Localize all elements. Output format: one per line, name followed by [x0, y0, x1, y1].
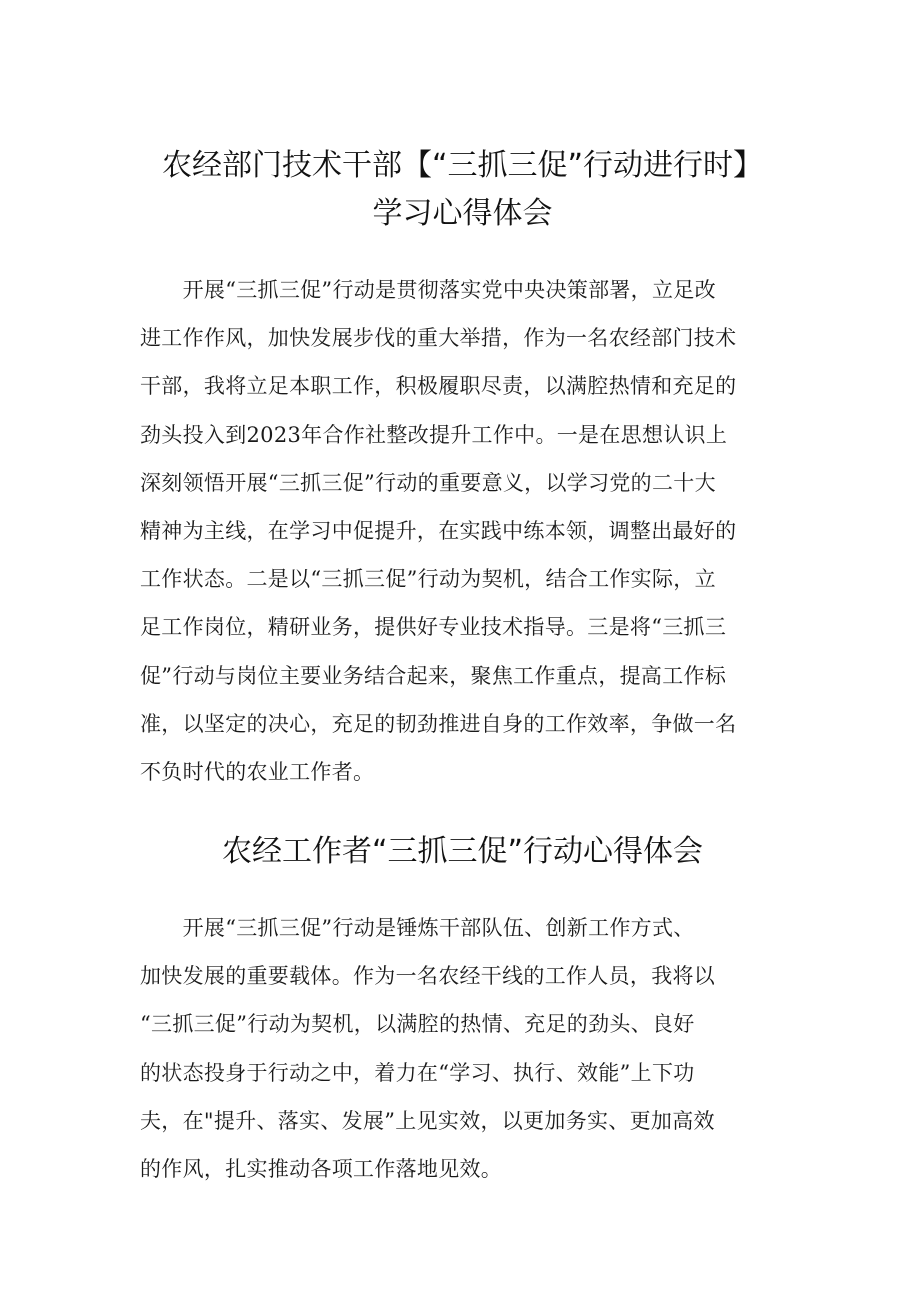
section2-paragraph	[140, 904, 785, 1193]
paragraph-line: 加快发展的重要载体。作为一名农经干线的工作人员，我将以	[140, 964, 716, 989]
paragraph-line: 夫，在"提升、落实、发展”上见实效，以更加务实、更加高效	[140, 1108, 715, 1133]
paragraph-line: 准，以坚定的决心，充足的韧劲推进自身的工作效率，争做一名	[140, 711, 737, 736]
paragraph-line: 的状态投身于行动之中，着力在“学习、执行、效能”上下功	[140, 1060, 695, 1085]
paragraph-line: 开展“三抓三促”行动是锤炼干部队伍、创新工作方式、	[140, 916, 695, 940]
paragraph-line: 足工作岗位，精研业务，提供好专业技术指导。三是将“三抓三	[140, 615, 727, 640]
paragraph-line: 深刻领悟开展“三抓三促”行动的重要意义，以学习党的二十大	[140, 470, 716, 495]
paragraph-line: 开展“三抓三促”行动是贯彻落实党中央决策部署，立足改	[140, 278, 716, 302]
section1-title-line1: 农经部门技术干部【“三抓三促”行动进行时】	[161, 148, 764, 183]
paragraph-line: 干部，我将立足本职工作，积极履职尽责，以满腔热情和充足的	[140, 374, 737, 399]
paragraph-line: 不负时代的农业工作者。	[140, 759, 375, 784]
paragraph-line: “三抓三促”行动为契机，以满腔的热情、充足的劲头、良好	[140, 1012, 695, 1037]
paragraph-line: 进工作作风，加快发展步伐的重大举措，作为一名农经部门技术	[140, 326, 737, 351]
paragraph-line: 工作状态。二是以“三抓三促”行动为契机，结合工作实际，立	[140, 567, 716, 592]
paragraph-line: 精神为主线，在学习中促提升，在实践中练本领，调整出最好的	[140, 518, 737, 543]
paragraph-line: 劲头投入到2023年合作社整改提升工作中。一是在思想认识上	[140, 422, 728, 447]
paragraph-line: 的作风，扎实推动各项工作落地见效。	[140, 1156, 503, 1181]
section2-title: 农经工作者“三抓三促”行动心得体会	[221, 834, 704, 869]
section1-title-line2: 学习心得体会	[372, 196, 553, 231]
paragraph-line: 促”行动与岗位主要业务结合起来，聚焦工作重点，提高工作标	[140, 663, 727, 688]
section1-paragraph	[140, 266, 785, 796]
